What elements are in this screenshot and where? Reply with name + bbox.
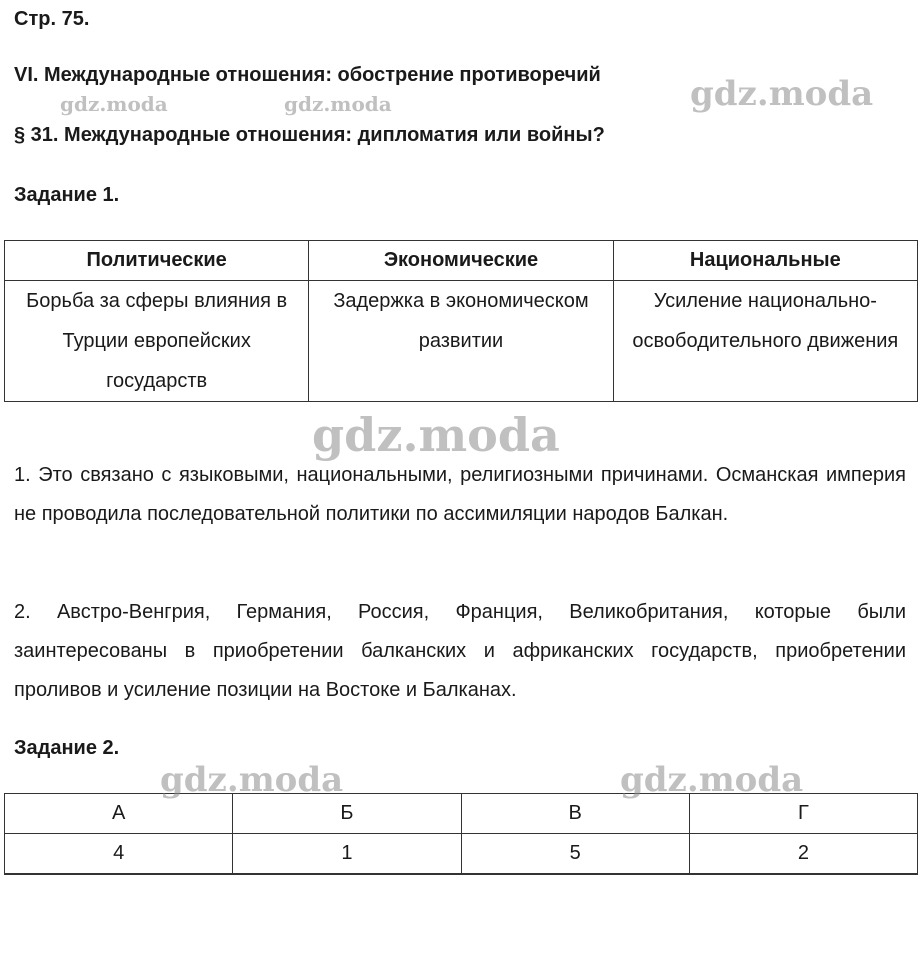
letter-cell: Г — [689, 794, 917, 834]
header-economic: Экономические — [309, 241, 613, 281]
letter-cell: А — [5, 794, 233, 834]
letter-cell: Б — [233, 794, 461, 834]
header-political: Политические — [5, 241, 309, 281]
watermark: gdz.moda — [60, 92, 168, 116]
watermark: gdz.moda — [620, 760, 804, 800]
number-cell: 1 — [233, 834, 461, 875]
task1-heading: Задание 1. — [14, 184, 120, 206]
matching-table — [4, 793, 918, 875]
cell-political: Борьба за сферы влияния в Турции европейских государств — [5, 281, 309, 402]
cell-national: Усиление национально-освободительного движения — [613, 281, 917, 402]
number-cell: 5 — [461, 834, 689, 875]
causes-table — [4, 240, 918, 402]
page-reference: Стр. 75. — [14, 8, 90, 30]
watermark: gdz.moda — [160, 760, 344, 800]
header-national: Национальные — [613, 241, 917, 281]
task2-heading: Задание 2. — [14, 737, 120, 759]
letter-cell: В — [461, 794, 689, 834]
watermark: gdz.moda — [284, 92, 392, 116]
watermark: gdz.moda — [690, 74, 874, 114]
causes-table-row — [5, 281, 918, 402]
watermark: gdz.moda — [312, 408, 560, 462]
matching-numbers-row — [5, 834, 918, 875]
answer-paragraph-1: 1. Это связано с языковыми, национальными, религиозными причинами. Османская империя не проводила последовательной политики по ассимиляции народов Балкан. — [14, 464, 906, 525]
number-cell: 4 — [5, 834, 233, 875]
number-cell: 2 — [689, 834, 917, 875]
chapter-title: VI. Международные отношения: обострение противоречий — [14, 64, 601, 86]
cell-economic: Задержка в экономическом развитии — [309, 281, 613, 402]
section-title: § 31. Международные отношения: дипломатия или войны? — [14, 124, 605, 146]
answer-paragraph-2: 2. Австро-Венгрия, Германия, Россия, Франция, Великобритания, которые были заинтересованы в приобретении балканских и африканских государств, приобретении проливов и усиление позиции на Востоке и Балканах. — [14, 601, 906, 701]
causes-table-header-row — [5, 241, 918, 281]
